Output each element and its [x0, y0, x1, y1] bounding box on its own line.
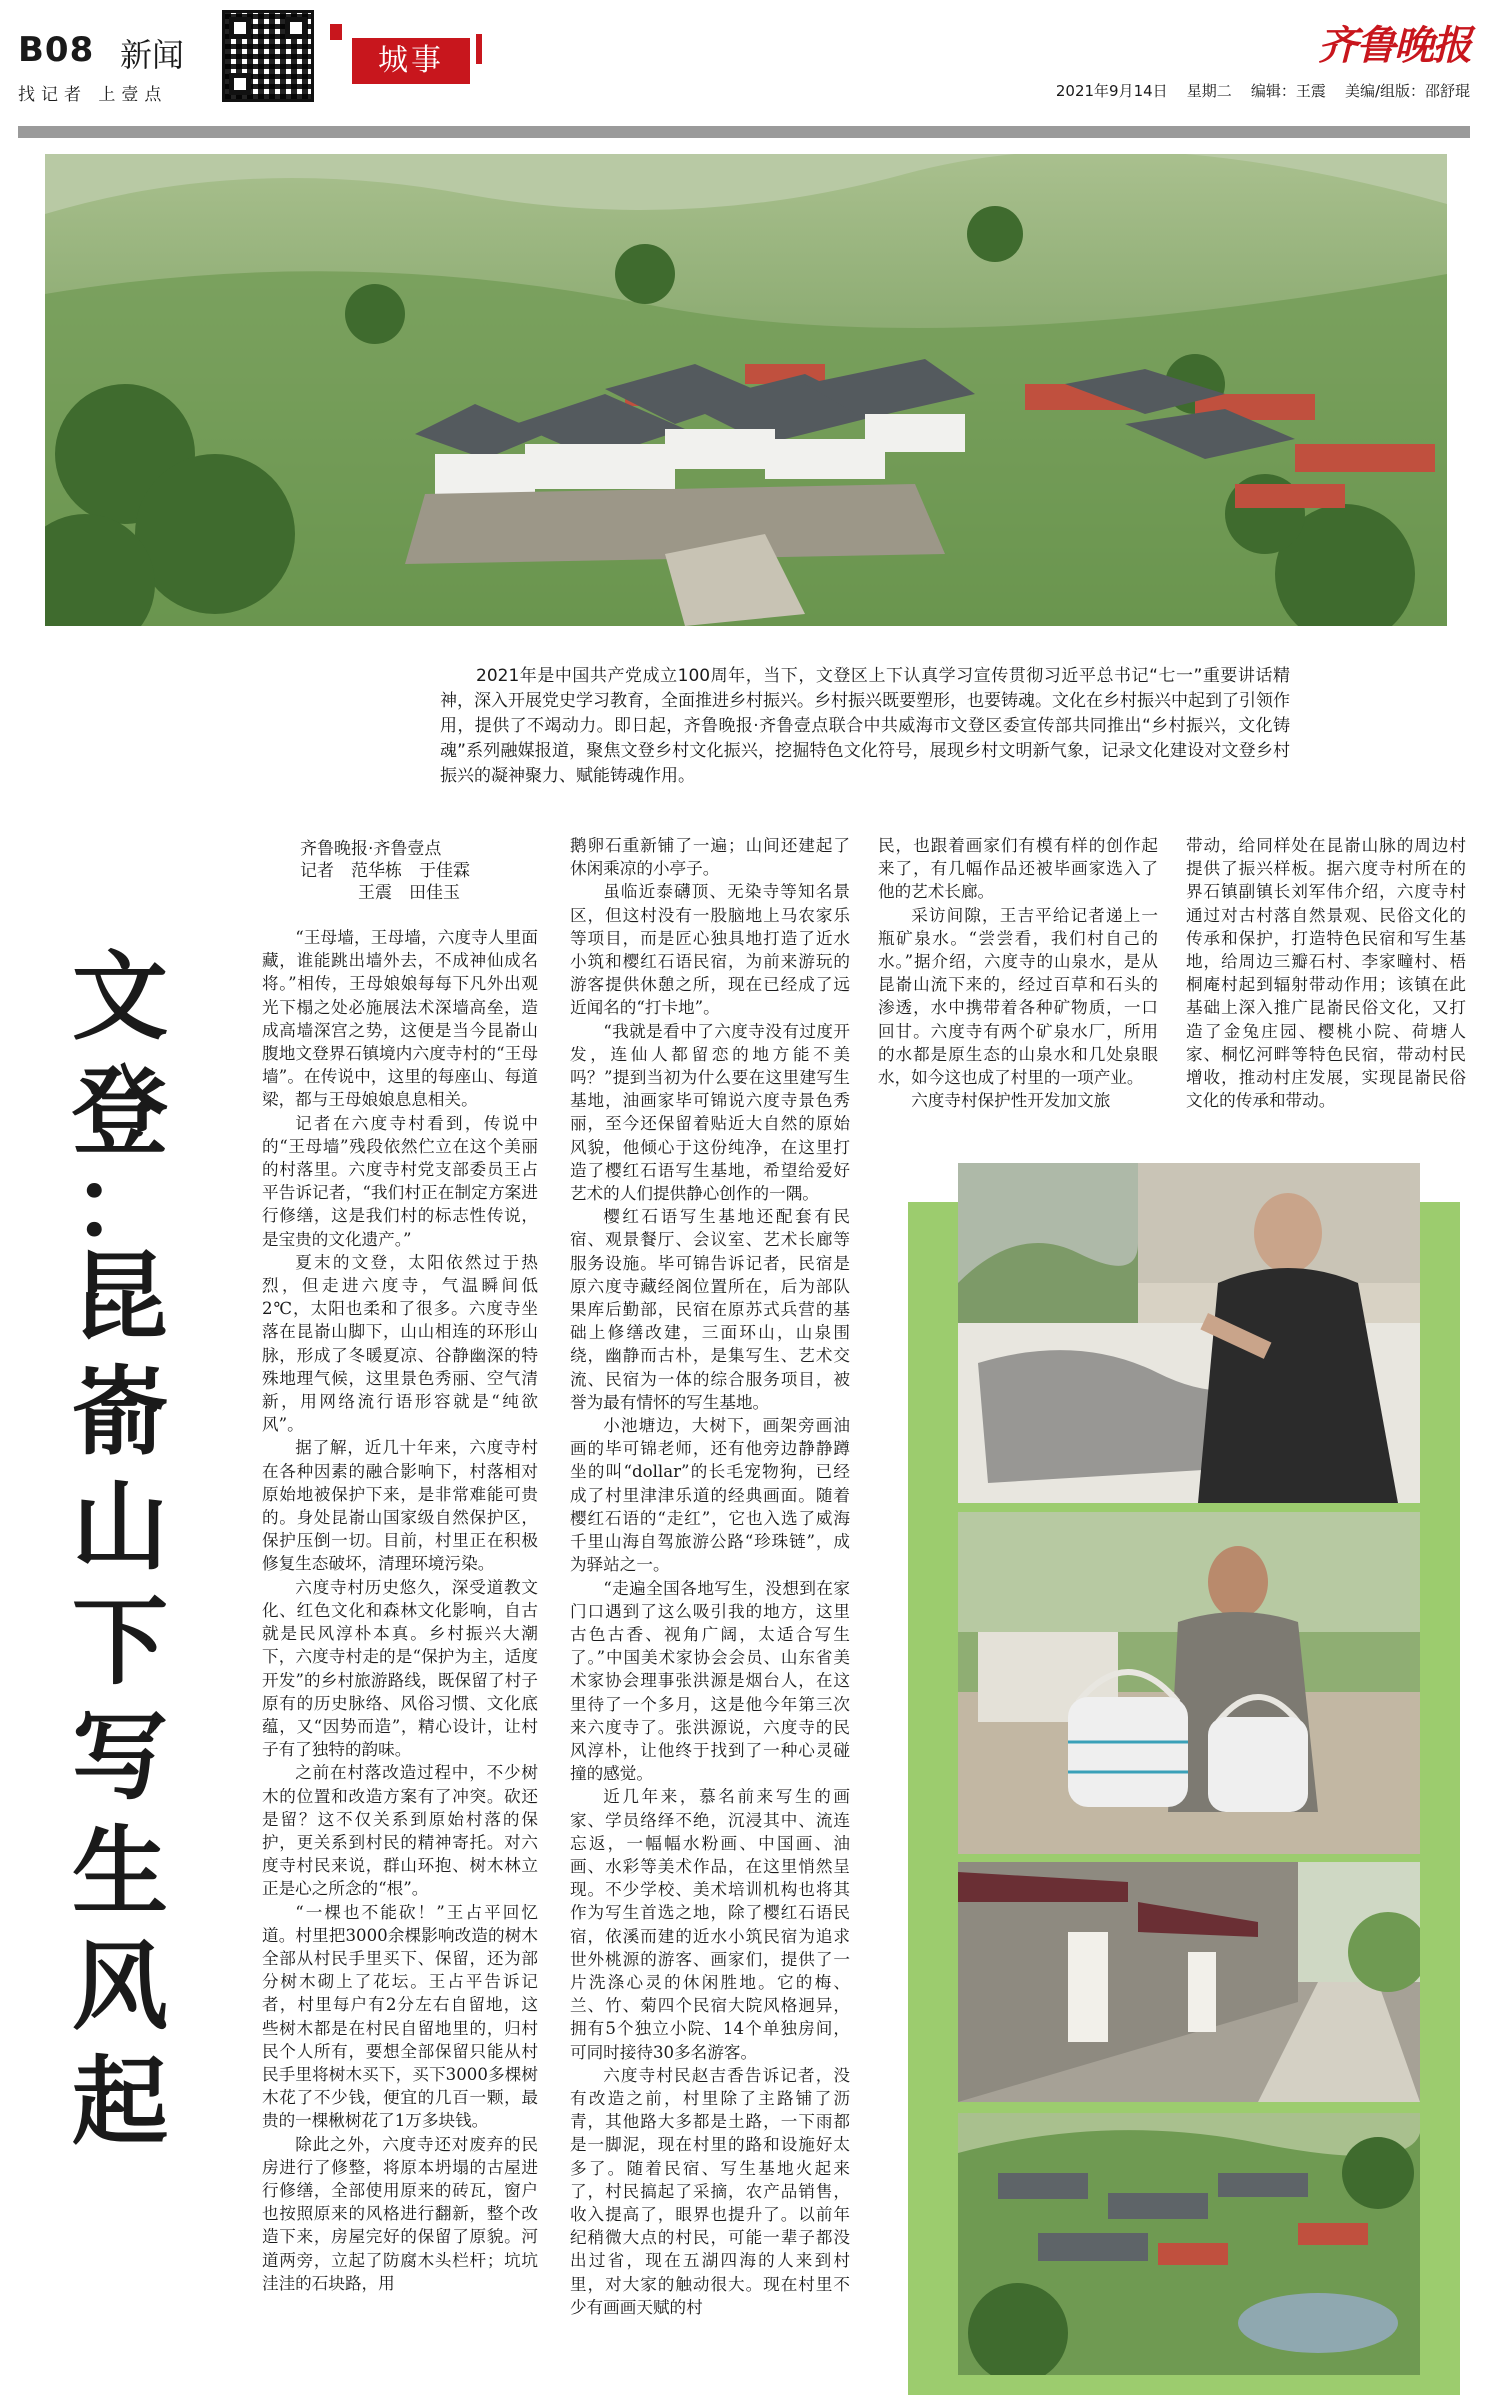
village-aerial-illustration [45, 154, 1447, 626]
article-paragraph: “我就是看中了六度寺没有过度开发，连仙人都留恋的地方能不美吗？”提到当初为什么要在这里建写生基地，油画家毕可锦说六度寺景色秀丽，至今还保留着贴近大自然的原始风貌，他倾心于这份纯净，在这里打造了樱红石语写生基地，希望给爱好艺术的人们提供静心创作的一隅。 [570, 1021, 850, 1204]
painter-illustration [958, 1163, 1420, 1503]
article-column-2 [570, 834, 850, 2319]
photo-village-overview [958, 2113, 1420, 2375]
article-paragraph: 之前在村落改造过程中，不少树木的位置和改造方案有了冲突。砍还是留？这不仅关系到原始村落的保护，更关系到村民的精神寄托。对六度寺村民来说，群山环抱、树木林立正是心之所念的“根”。 [262, 1763, 538, 1899]
header-rule [18, 126, 1470, 138]
qr-finder [229, 17, 251, 39]
article-paragraph: 樱红石语写生基地还配套有民宿、观景餐厅、会议室、艺术长廊等服务设施。毕可锦告诉记者，民宿是原六度寺藏经阁位置所在，后为部队果库后勤部，民宿在原苏式兵营的基础上修缮改建，三面环山，山泉围绕，幽静而古朴，是集写生、艺术交流、民宿为一体的综合服务项目，被誉为最有情怀的写生基地。 [570, 1207, 850, 1412]
article-paragraph: 据了解，近几十年来，六度寺村在各种因素的融合影响下，村落相对原始地被保护下来，是非常难能可贵的。身处昆嵛山国家级自然保护区，保护压倒一切。目前，村里正在积极修复生态破坏，清理环境污染。 [262, 1438, 538, 1574]
byline-reporters: 记者 范华栋 于佳霖 [300, 861, 470, 881]
section-name: 新闻 [120, 36, 185, 74]
qr-code-icon[interactable] [222, 10, 314, 102]
byline-reporters-2: 王震 田佳玉 [358, 883, 460, 903]
headline-char: 山 [72, 1471, 168, 1583]
photo-stone-houses-lane [958, 1862, 1420, 2102]
page-number: B08 [18, 30, 95, 70]
article-paragraph: 六度寺村历史悠久，深受道教文化、红色文化和森林文化影响，自古就是民风淳朴本真。乡村振兴大潮下，六度寺村走的是“保护为主，适度开发”的乡村旅游路线，既保留了村子原有的历史脉络、风俗习惯、文化底蕴，又“因势而造”，精心设计，让村子有了独特的韵味。 [262, 1577, 538, 1760]
headline-char: 登 [72, 1056, 168, 1168]
byline [300, 838, 520, 904]
article-paragraph: 小池塘边，大树下，画架旁画油画的毕可锦老师，还有他旁边静静蹲坐的叫“dollar”的长毛宠物狗，已经成了村里津津乐道的经典画面。随着樱红石语的“走红”，它也入选了威海千里山海自驾旅游公路“珍珠链”，成为驿站之一。 [570, 1416, 850, 1575]
photo-painter-at-work [958, 1163, 1420, 1503]
article-paragraph: 采访间隙，王吉平给记者递上一瓶矿泉水。“尝尝看，我们村自己的水。”据介绍，六度寺的山泉水，是从昆嵛山流下来的，经过百草和石头的渗透，水中携带着各种矿物质，一口回甘。六度寺有两个矿泉水厂，所用的水都是原生态的山泉水和几处泉眼水，如今这也成了村里的一项产业。 [878, 905, 1158, 1088]
article-paragraph: 带动，给同样处在昆嵛山脉的周边村提供了振兴样板。据六度寺村所在的界石镇副镇长刘军伟介绍，六度寺村通过对古村落自然景观、民俗文化的传承和保护，打造特色民宿和写生基地，给周边三瓣石村、李家疃村、梧桐庵村起到辐射带动作用；该镇在此基础上深入推广昆嵛民俗文化，又打造了金兔庄园、樱桃小院、荷塘人家、桐忆河畔等特色民宿，带动村民增收，推动村庄发展，实现昆嵛民俗文化的传承和带动。 [1186, 836, 1466, 1111]
headline-char: 文 [72, 941, 168, 1053]
headline-char: 起 [72, 2046, 168, 2158]
headline-char: 写 [72, 1701, 168, 1813]
section-slogan: 找记者 上壹点 [18, 85, 168, 105]
weekday: 星期二 [1186, 82, 1232, 100]
article-column-1 [262, 926, 538, 2295]
article-paragraph: 除此之外，六度寺还对废弃的民房进行了修整，将原本坍塌的古屋进行修缮，全部使用原来的砖瓦，窗户也按照原来的风格进行翻新，整个改造下来，房屋完好的保留了原貌。河道两旁，立起了防腐木头栏杆；坑坑洼洼的石块路，用 [262, 2134, 538, 2293]
headline-char: 嵛 [72, 1356, 168, 1468]
article-column-4 [1186, 834, 1466, 1112]
tag-decoration [476, 34, 482, 64]
article-column-3 [878, 834, 1158, 1112]
byline-outlet: 齐鲁晚报·齐鲁壹点 [300, 839, 442, 859]
headline-char: 昆 [72, 1241, 168, 1353]
editor: 编辑：王震 [1250, 82, 1326, 100]
stone-lane-illustration [958, 1862, 1420, 2102]
article-paragraph: 六度寺村保护性开发加文旅 [911, 1091, 1111, 1111]
newspaper-logo: 齐鲁晚报 [1318, 22, 1470, 69]
article-paragraph: 民，也跟着画家们有模有样的创作起来了，有几幅作品还被毕画家选入了他的艺术长廊。 [878, 836, 1158, 902]
article-paragraph: 夏末的文登，太阳依然过于热烈，但走进六度寺，气温瞬间低2℃，太阳也柔和了很多。六度寺坐落在昆嵛山脚下，山山相连的环形山脉，形成了冬暖夏凉、谷静幽深的特殊地理气候，这里景色秀丽、空气清新，用网络流行语形容就是“纯欲风”。 [262, 1252, 538, 1435]
article-paragraph: 近几年来，慕名前来写生的画家、学员络绎不绝，沉浸其中、流连忘返，一幅幅水粉画、中国画、油画、水彩等美术作品，在这里悄然呈现。不少学校、美术培训机构也将其作为写生首选之地，除了樱红石语民宿，依溪而建的近水小筑民宿为追求世外桃源的游客、画家们，提供了一片洗涤心灵的休闲胜地。它的梅、兰、竹、菊四个民宿大院风格迥异，拥有5个独立小院、14个单独房间，可同时接待30多名游客。 [570, 1787, 850, 2062]
dateline [1056, 80, 1470, 101]
article-paragraph: 虽临近泰礴顶、无染寺等知名景区，但这村没有一股脑地上马农家乐等项目，而是匠心独具地打造了近水小筑和樱红石语民宿，为前来游玩的游客提供休憩之所，现在已经成了远近闻名的“打卡地”。 [570, 882, 850, 1018]
designer: 美编/组版：邵舒琨 [1344, 82, 1470, 100]
article-paragraph: “一棵也不能砍！”王占平回忆道。村里把3000余棵影响改造的树木全部从村民手里买下、保留，还为部分树木砌上了花坛。王占平告诉记者，村里每户有2分左右自留地，这些树木都是在村民自留地里的，归村民个人所有，要想全部保留只能从村民手里将树木买下，买下3000多棵树木花了不少钱，便宜的几百一颗，最贵的一棵楸树花了1万多块钱。 [262, 1902, 538, 2131]
article-paragraph: 记者在六度寺村看到，传说中的“王母墙”残段依然伫立在这个美丽的村落里。六度寺村党支部委员王占平告诉记者，“我们村正在制定方案进行修缮，这是我们村的标志性传说，是宝贵的文化遗产。” [262, 1113, 538, 1249]
hero-photo-village-aerial [45, 154, 1447, 626]
article-paragraph: “走遍全国各地写生，没想到在家门口遇到了这么吸引我的地方，这里古色古香、视角广阔，太适合写生了。”中国美术家协会会员、山东省美术家协会理事张洪源是烟台人，在这里待了一个多月，这是他今年第三次来六度寺了。张洪源说，六度寺的民风淳朴，让他终于找到了一种心灵碰撞的感觉。 [570, 1578, 850, 1784]
headline-char: 生 [72, 1816, 168, 1928]
article-paragraph: 鹅卵石重新铺了一遍；山间还建起了休闲乘凉的小亭子。 [570, 836, 850, 879]
article-paragraph: “王母墙，王母墙，六度寺人里面藏，谁能跳出墙外去，不成神仙成名将。”相传，王母娘娘每每下凡外出观光下榻之处必施展法术深墙高垒，造成高墙深宫之势，这便是当今昆嵛山腹地文登界石镇境内六度寺村的“王母墙”。在传说中，这里的每座山、每道梁，都与王母娘娘息息相关。 [262, 928, 538, 1110]
qr-finder [285, 17, 307, 39]
tag-decoration [330, 24, 342, 40]
qr-finder [229, 73, 251, 95]
photo-villager-with-baskets [958, 1512, 1420, 1854]
column-tag [330, 24, 482, 84]
headline-char: 下 [72, 1586, 168, 1698]
column-tag-label: 城事 [352, 38, 470, 84]
village-overview-illustration [958, 2113, 1420, 2375]
date: 2021年9月14日 [1055, 82, 1168, 100]
villager-illustration [958, 1512, 1420, 1854]
intro-paragraph: 2021年是中国共产党成立100周年，当下，文登区上下认真学习宣传贯彻习近平总书记“七一”重要讲话精神，深入开展党史学习教育，全面推进乡村振兴。乡村振兴既要塑形，也要铸魂。文化在乡村振兴中起到了引领作用，提供了不竭动力。即日起，齐鲁晚报·齐鲁壹点联合中共威海市文登区委宣传部共同推出“乡村振兴，文化铸魂”系列融媒报道，聚焦文登乡村文化振兴，挖掘特色文化符号，展现乡村文明新气象，记录文化建设对文登乡村振兴的凝神聚力、赋能铸魂作用。 [440, 666, 1290, 786]
headline-char: 风 [72, 1931, 168, 2043]
headline-char: ： [72, 1149, 168, 1261]
article-paragraph: 六度寺村民赵吉香告诉记者，没有改造之前，村里除了主路铺了沥青，其他路大多都是土路，一下雨都是一脚泥，现在村里的路和设施好太多了。随着民宿、写生基地火起来了，村民搞起了采摘，农产品销售，收入提高了，眼界也提升了。以前年纪稍微大点的村民，可能一辈子都没出过省，现在五湖四海的人来到村里，对大家的触动很大。现在村里不少有画画天赋的村 [570, 2065, 850, 2317]
headline [60, 940, 180, 2160]
